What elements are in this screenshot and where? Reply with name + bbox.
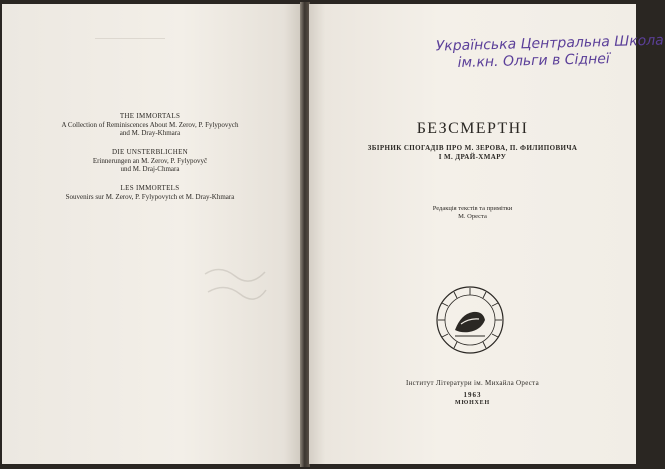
publisher-name: Інститут Літератури ім. Михайла Ореста: [405, 379, 540, 387]
french-title-block: [0, 184, 300, 201]
institute-emblem-icon: [431, 284, 509, 356]
german-subtitle-line-1: Erinnerungen an M. Zerov, P. Fylypovyč: [92, 157, 208, 165]
faint-handwriting-mark: [95, 34, 175, 46]
publication-city: МЮНХЕН: [455, 400, 490, 406]
left-page: [2, 4, 302, 464]
stamp-line-2: ім.кн. Ольги в Сіднеї: [457, 51, 610, 71]
german-title: DIE UNSTERBLICHEN: [111, 148, 189, 156]
book-subtitle: [309, 144, 636, 162]
library-stamp: [435, 32, 664, 74]
stamp-line-1: Українська Центральна Школа: [435, 32, 664, 55]
french-subtitle-line-1: Souvenirs sur M. Zerov, P. Fylypovytch et M. Dray-Khmara: [65, 193, 235, 201]
english-title-block: [0, 112, 300, 137]
subtitle-line-1: ЗБІРНИК СПОГАДІВ ПРО М. ЗЕРОВА, П. ФИЛИПОВИЧА: [367, 144, 578, 152]
german-title-block: [0, 148, 300, 173]
german-subtitle-line-2: und M. Draj-Chmara: [120, 165, 180, 173]
editor-credit: [309, 205, 636, 221]
french-title: LES IMMORTELS: [120, 184, 180, 192]
editor-line-2: М. Ореста: [458, 213, 487, 220]
pencil-scribble-icon: [200, 262, 270, 307]
editor-line-1: Редакція текстів та примітки: [432, 205, 513, 212]
publication-year: 1963: [463, 391, 482, 399]
english-subtitle-line-2: and M. Dray-Khmara: [119, 129, 181, 137]
subtitle-line-2: І М. ДРАЙ-ХМАРУ: [438, 153, 507, 161]
english-subtitle-line-1: A Collection of Reminiscences About M. Zerov, P. Fylypovych: [61, 121, 239, 129]
book-title: БЕЗСМЕРТНІ: [416, 120, 529, 137]
english-title: THE IMMORTALS: [119, 112, 181, 120]
translated-titles: [0, 112, 300, 212]
